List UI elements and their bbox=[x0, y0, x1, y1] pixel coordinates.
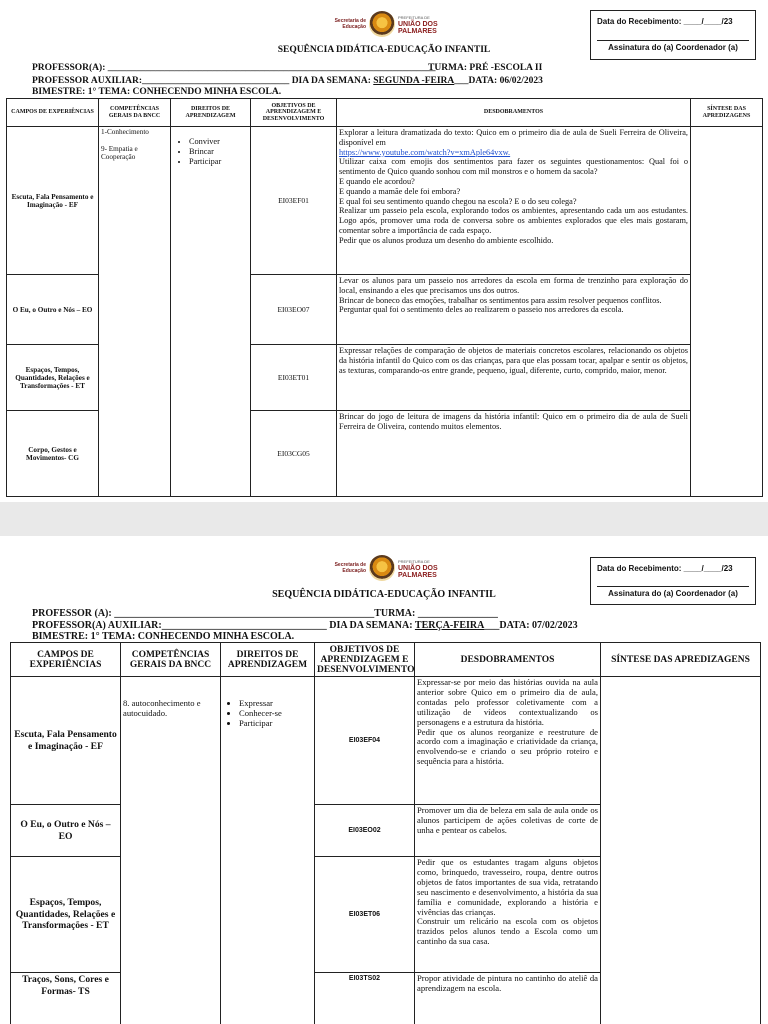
desdobramento-cell: Levar os alunos para um passeio nos arredores da escola em forma de trenzinho para exploração do local, ensinando a eles que precisamos uns dos outros. Brincar de boneco das emoções, trabalhar os sentimentos para assim resolver pequenos conflitos. Perguntar qual foi o sentimento deles ao realizarem o passeio nos arredores da escola. bbox=[337, 275, 691, 345]
date: ___DATA: 06/02/2023 bbox=[454, 76, 543, 86]
header-objetivos: OBJETIVOS DE APRENDIZAGEM E DESENVOLVIMENTO bbox=[251, 99, 337, 127]
objetivo-code: EI03ET01 bbox=[251, 345, 337, 411]
signature-line bbox=[597, 586, 749, 587]
list-item: • Expressar bbox=[239, 699, 312, 709]
competencias-cell: 8. autoconhecimento e autocuidado. bbox=[121, 677, 221, 1024]
header-desdobramentos: DESDOBRAMENTOS bbox=[415, 643, 601, 677]
header-objetivos: OBJETIVOS DE APRENDIZAGEM E DESENVOLVIMENTO bbox=[315, 643, 415, 677]
campo-cell: O Eu, o Outro e Nós – EO bbox=[11, 805, 121, 857]
coordinator-signature-label: Assinatura do (a) Coordenador (a) bbox=[608, 43, 738, 52]
campo-cell: Corpo, Gestos e Movimentos- CG bbox=[7, 411, 99, 497]
campo-cell: Espaços, Tempos, Quantidades, Relações e Transformações - ET bbox=[11, 857, 121, 973]
header-sintese: SÍNTESE DAS APREDIZAGENS bbox=[691, 99, 763, 127]
coordinator-signature-label: Assinatura do (a) Coordenador (a) bbox=[608, 589, 738, 598]
header-direitos: DIREITOS DE APRENDIZAGEM bbox=[221, 643, 315, 677]
sequence-table-day2 bbox=[10, 642, 761, 1024]
competencias-cell: 1-Conhecimento 9- Empatia e Cooperação bbox=[99, 127, 171, 497]
city-name: PREFEITURA DE UNIÃO DOS PALMARES bbox=[398, 14, 438, 35]
header-competencias: COMPETÊNCIAS GERAIS DA BNCC bbox=[99, 99, 171, 127]
header-campos: CAMPOS DE EXPERIÊNCIAS bbox=[7, 99, 99, 127]
bimestre-line: BIMESTRE: 1° TEMA: CONHECENDO MINHA ESCOLA. bbox=[32, 631, 295, 642]
list-item: • Conviver bbox=[189, 137, 248, 147]
receipt-date-label: Data do Recebimento: ____/____/23 bbox=[597, 17, 733, 26]
campo-cell: O Eu, o Outro e Nós – EO bbox=[7, 275, 99, 345]
aux-line: PROFESSOR(A) AUXILIAR:_________________________________ DIA DA SEMANA: TERÇA-FEIRA___DATA: 07/02/2023 bbox=[32, 620, 578, 631]
page-1 bbox=[0, 0, 768, 502]
desdobramento-cell: Brincar do jogo de leitura de imagens da história infantil: Quico em o primeiro dia de aula de Sueli Ferreira de Oliveira, contendo muitos elementos. bbox=[337, 411, 691, 497]
aux-line: PROFESSOR AUXILIAR:_______________________________ DIA DA SEMANA: SEGUNDA -FEIRA___DATA: 06/02/2023 bbox=[32, 76, 543, 86]
header-logo bbox=[326, 11, 446, 37]
list-item: • Brincar bbox=[189, 147, 248, 157]
campo-cell: Escuta, Fala Pensamento e Imaginação - EF bbox=[11, 677, 121, 805]
document-title: SEQUÊNCIA DIDÁTICA-EDUCAÇÃO INFANTIL bbox=[277, 45, 491, 55]
sintese-cell bbox=[691, 127, 763, 497]
weekday: SEGUNDA -FEIRA bbox=[373, 76, 455, 86]
direitos-list bbox=[173, 137, 248, 166]
professor-line: PROFESSOR (A): ____________________________________________________TURMA: ________________ bbox=[32, 608, 498, 619]
turma-line: TURMA: PRÉ -ESCOLA II bbox=[428, 63, 543, 73]
page-2 bbox=[0, 536, 768, 1024]
table-header-row bbox=[7, 99, 763, 127]
bimestre-line: BIMESTRE: 1° TEMA: CONHECENDO MINHA ESCOLA. bbox=[32, 87, 282, 97]
objetivo-code: EI03EF01 bbox=[251, 127, 337, 275]
table-row bbox=[7, 127, 763, 275]
weekday: TERÇA-FEIRA bbox=[414, 620, 485, 631]
desdobramento-cell: Expressar relações de comparação de objetos de materiais concretos escolares, relacionando os objetos da história infantil do Quico com os das crianças, para que elas possam tocar, apalpar e sentir os objetos, as texturas, comparando-os entre grande, pequeno, igual, diferente, curto, comprido, maior, menor. bbox=[337, 345, 691, 411]
header-sintese: SÍNTESE DAS APREDIZAGENS bbox=[601, 643, 761, 677]
objetivo-code: EI03EO02 bbox=[315, 805, 415, 857]
objetivo-code: EI03CG05 bbox=[251, 411, 337, 497]
professor-line: PROFESSOR(A): _____________________________________________________________________ bbox=[32, 63, 436, 73]
municipal-emblem-icon bbox=[369, 11, 395, 37]
sintese-cell bbox=[601, 677, 761, 1024]
objetivo-code: EI03EO07 bbox=[251, 275, 337, 345]
secretaria-label: Secretaria de Educação bbox=[334, 18, 366, 30]
campo-cell: Espaços, Tempos, Quantidades, Relações e Transformações - ET bbox=[7, 345, 99, 411]
document-title: SEQUÊNCIA DIDÁTICA-EDUCAÇÃO INFANTIL bbox=[272, 589, 496, 600]
desdobramento-cell: Propor atividade de pintura no cantinho do ateliê da aprendizagem na escola. bbox=[415, 973, 601, 1024]
list-item: • Participar bbox=[189, 157, 248, 167]
table-header-row bbox=[11, 643, 761, 677]
secretaria-label: Secretaria de Educação bbox=[334, 562, 366, 574]
objetivo-code: EI03ET06 bbox=[315, 857, 415, 973]
sequence-table-day1 bbox=[6, 98, 763, 497]
desdobramento-cell: Explorar a leitura dramatizada do texto: Quico em o primeiro dia de aula de Sueli Ferreira de Oliveira, disponível em https://www.youtube.com/watch?v=xmAple64vxw. Utilizar caixa com emojis dos sentimentos para fazer os seguintes questionamentos: Qual foi o sentimento de Quico quando sonhou com mil monstros e o homem da sacola? E quando ele acordou? E quando a mamãe dele foi embora? E qual foi seu sentimento quando chegou na escola? E o do seu colega? Realizar um passeio pela escola, explorando todos os ambientes, apresentando cada um aos estudantes. Logo após, promover uma roda de conversa sobre os ambientes explorados que eles mais gostaram, comentar sobre a importância de cada espaço. Pedir que os alunos produza um desenho do ambiente escolhido. bbox=[337, 127, 691, 275]
header-campos: CAMPOS DE EXPERIÊNCIAS bbox=[11, 643, 121, 677]
list-item: • Conhecer-se bbox=[239, 709, 312, 719]
direitos-list bbox=[223, 699, 312, 729]
objetivo-code: EI03TS02 bbox=[315, 973, 415, 1024]
objetivo-code: EI03EF04 bbox=[315, 677, 415, 805]
desdobramento-cell: Pedir que os estudantes tragam alguns objetos como, brinquedo, travesseiro, roupa, dentre outros objetos de fatos importantes de sua vida, retratando seu nascimento e desenvolvimento, a história da sua família e comunidade, explorando a história e vivências das crianças. Construir um relicário na escola com os objetos trazidos pelos alunos tendo a Escola como um cantinho da sua casa. bbox=[415, 857, 601, 973]
header-competencias: COMPETÊNCIAS GERAIS DA BNCC bbox=[121, 643, 221, 677]
municipal-emblem-icon bbox=[369, 555, 395, 581]
table-row bbox=[11, 677, 761, 805]
signature-line bbox=[597, 40, 749, 41]
date: ___DATA: 07/02/2023 bbox=[484, 620, 578, 631]
header-direitos: DIREITOS DE APRENDIZAGEM bbox=[171, 99, 251, 127]
direitos-cell bbox=[221, 677, 315, 1024]
youtube-link[interactable]: https://www.youtube.com/watch?v=xmAple64vxw. bbox=[339, 147, 511, 157]
header-logo bbox=[326, 555, 446, 581]
campo-cell: Escuta, Fala Pensamento e Imaginação - EF bbox=[7, 127, 99, 275]
campo-cell: Traços, Sons, Cores e Formas- TS bbox=[11, 973, 121, 1024]
list-item: • Participar bbox=[239, 719, 312, 729]
desdobramento-cell: Promover um dia de beleza em sala de aula onde os alunos participem de ações coletivas de corte de unha e pentear os cabelos. bbox=[415, 805, 601, 857]
direitos-cell bbox=[171, 127, 251, 497]
desdobramento-cell: Expressar-se por meio das histórias ouvida na aula anterior sobre Quico em o primeiro dia de aula, contadas pelo professor coletivamente com a utilização de vídeos contextualizando os personagens e a estrutura da história. Pedir que os alunos reorganize e reestruture de acordo com a imaginação e criatividade da criança, envolvendo-se e criando o seu próprio roteiro e sequência para a história. bbox=[415, 677, 601, 805]
city-name: PREFEITURA DE UNIÃO DOS PALMARES bbox=[398, 558, 438, 579]
header-desdobramentos: DESDOBRAMENTOS bbox=[337, 99, 691, 127]
receipt-date-label: Data do Recebimento: ____/____/23 bbox=[597, 564, 733, 573]
